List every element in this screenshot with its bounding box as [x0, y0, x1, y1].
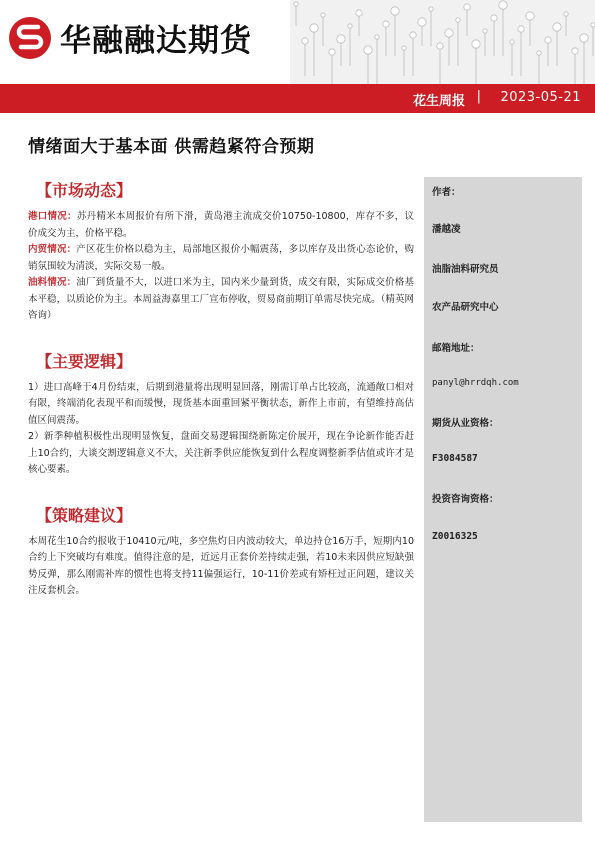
decorative-dot	[472, 40, 480, 48]
oil-label: 油料情况：	[28, 277, 77, 288]
domestic-label: 内贸情况：	[28, 244, 77, 255]
decorative-dot	[518, 26, 524, 32]
logic-paragraph-2: 2）新季种植积极性出现明显恢复，盘面交易逻辑围绕新陈定价展开，现在争论新作能否赶上10合约，大谈交割逻辑意义不大，关注新季供应能恢复到什么程度调整新季估值或许才是核心要素。	[28, 431, 414, 475]
report-date: 2023-05-21	[500, 90, 581, 105]
decorative-dot	[391, 7, 399, 15]
decorative-dot	[364, 46, 372, 54]
decorative-dot	[510, 40, 514, 44]
license-number: F3084587	[432, 453, 478, 464]
port-label: 港口情况：	[28, 211, 77, 222]
decorative-dot	[410, 32, 416, 38]
decorative-dot	[383, 21, 389, 27]
market-section	[28, 178, 414, 325]
decorative-dot	[356, 10, 362, 16]
decorative-dot	[580, 34, 588, 42]
author-title: 油脂油料研究员	[432, 264, 499, 275]
market-heading: 【市场动态】	[36, 181, 133, 200]
strategy-heading: 【策略建议】	[36, 505, 133, 525]
license-label: 期货从业资格：	[432, 418, 499, 429]
author-sidebar	[424, 177, 582, 822]
author-label: 作者：	[432, 187, 461, 198]
decorative-dot	[429, 7, 433, 11]
port-text: 苏丹精米本周报价有所下滑，黄岛港主流成交价10750-10800，库存不多，议价成交为主，价格平稳。	[28, 211, 414, 239]
report-info-bar	[0, 84, 595, 113]
decorative-dot	[329, 49, 335, 55]
report-type: 花生周报	[412, 94, 465, 109]
separator: |	[476, 89, 481, 104]
decorative-dot	[294, 2, 298, 6]
port-paragraph	[28, 209, 414, 242]
page-header	[0, 0, 595, 84]
decorative-dot	[302, 38, 308, 44]
strategy-section	[28, 503, 414, 600]
decorative-dot	[499, 1, 507, 9]
email-label: 邮箱地址：	[432, 343, 480, 354]
decorative-dot	[321, 13, 325, 17]
decorative-dot	[418, 18, 426, 26]
decorative-dot	[526, 12, 534, 20]
decorative-dot	[337, 35, 345, 43]
oil-text: 油厂到货量不大，以进口米为主，国内米少量到货，成交有限，实际成交价格基本平稳，以质论价为主。本周益海嘉里工厂宣布停收，贸易商前期订单需尽快完成。（精英网咨询）	[28, 277, 414, 321]
domestic-paragraph	[28, 242, 414, 275]
logic-section	[28, 349, 414, 479]
decorative-dot	[545, 37, 551, 43]
company-logo-icon	[8, 16, 52, 60]
decorative-dot	[437, 43, 443, 49]
decorative-dot	[375, 35, 379, 39]
decorative-dot	[483, 29, 487, 33]
decorative-pin-pattern	[290, 0, 595, 84]
oil-paragraph	[28, 275, 414, 325]
decorative-dot	[591, 23, 595, 27]
decorative-dot	[464, 4, 470, 10]
logic-paragraph-1: 1）进口高峰于4月份结束，后期到港量将出现明显回落，刚需订单占比较高，流通敞口相对有限，终端消化表现平和而缓慢，现货基本面重回紧平衡状态，新作上市前，有望维持高估值区间震荡。	[28, 381, 414, 426]
decorative-dot	[564, 12, 568, 16]
decorative-dot	[445, 29, 453, 37]
decorative-dot	[553, 23, 561, 31]
main-content	[28, 178, 414, 624]
decorative-dot	[572, 48, 578, 54]
email-address: panyl@hrrdqh.com	[432, 378, 519, 388]
report-title: 情绪面大于基本面 供需趋紧符合预期	[28, 137, 315, 157]
author-department: 农产品研究中心	[432, 302, 499, 313]
advisory-number: Z0016325	[432, 531, 478, 542]
author-name: 潘越凌	[432, 224, 461, 235]
decorative-dot	[348, 24, 352, 28]
decorative-dot	[537, 51, 541, 55]
decorative-dot	[310, 24, 318, 32]
brand-name: 华融融达期货	[60, 23, 252, 59]
decorative-dot	[402, 46, 406, 50]
domestic-text: 产区花生价格以稳为主，局部地区报价小幅震荡，多以库存及出货心态论价，购销氛围较为清淡，实际交易一般。	[28, 244, 414, 272]
advisory-label: 投资咨询资格：	[432, 494, 499, 505]
decorative-dot	[491, 15, 497, 21]
strategy-paragraph: 本周花生10合约报收于10410元/吨，多空焦灼日内波动较大，单边持仓16万手，短期内10合约上下突破均有难度。值得注意的是，近远月正套价差持续走强，若10未来因供应短缺强势反弹，那么刚需补库的惯性也将支持11偏强运行，10-11价差或有矫枉过正问题，建议关注反套机会。	[28, 535, 414, 596]
logic-heading: 【主要逻辑】	[36, 351, 133, 371]
decorative-dot	[456, 18, 460, 22]
